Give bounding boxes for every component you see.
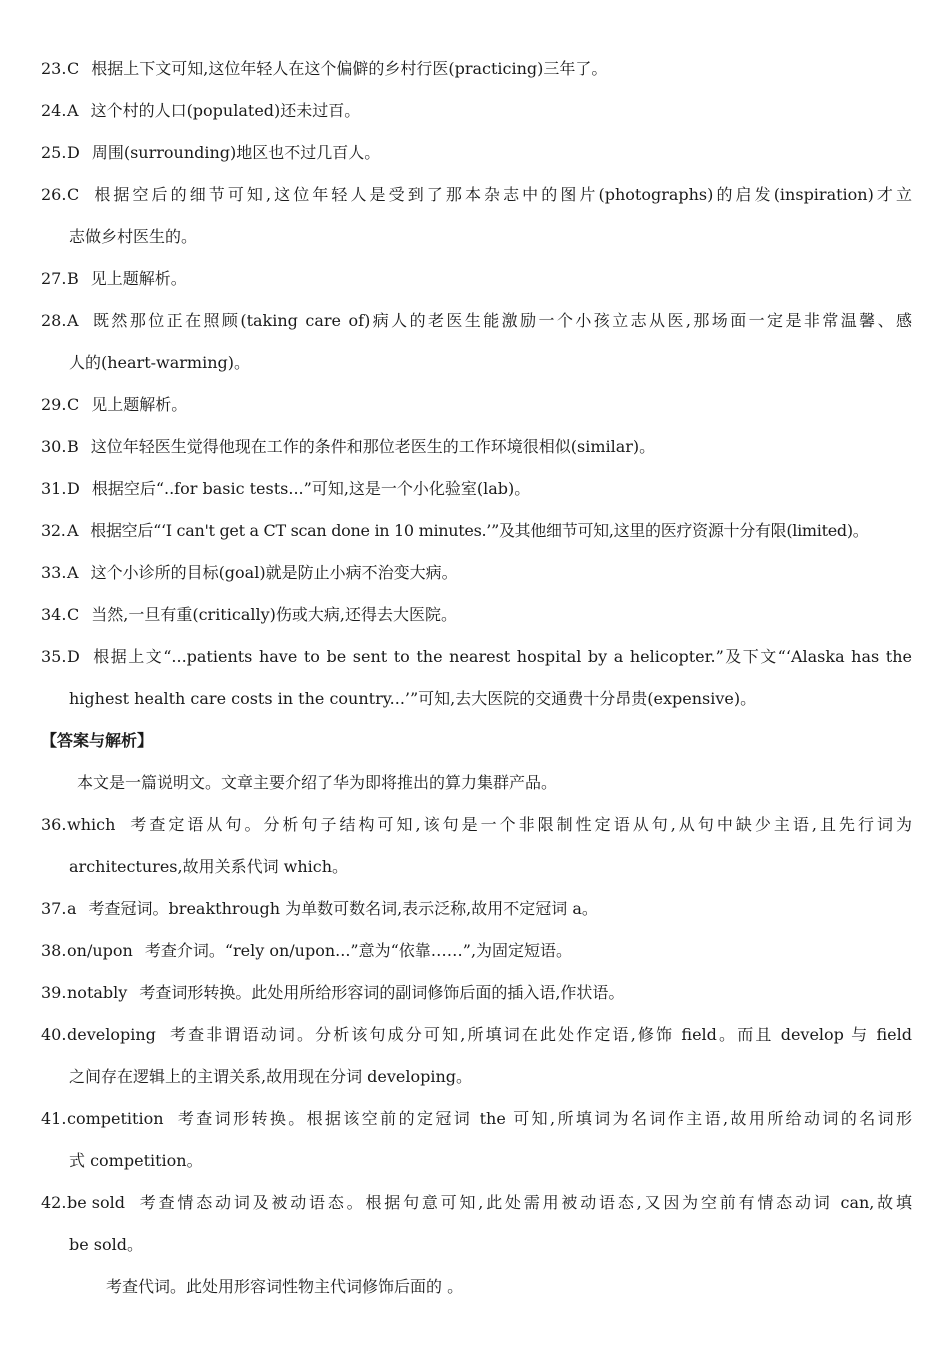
answer-item-26-continuation: 志做乡村医生的。: [69, 227, 198, 246]
explanation: 考查冠词。breakthrough 为单数可数名词,表示泛称,故用不定冠词 a。: [88, 899, 598, 918]
passage-intro: 本文是一篇说明文。文章主要介绍了华为即将推出的算力集群产品。: [77, 773, 558, 792]
answer-item-39: 39.notably 考查词形转换。此处用所给形容词的副词修饰后面的插入语,作状语。: [41, 983, 625, 1002]
explanation: 考查词形转换。根据该空前的定冠词 the 可知,所填词为名词作主语,故用所给动词的名词形: [175, 1109, 912, 1128]
answer-item-26: 26.C 根据空后的细节可知,这位年轻人是受到了那本杂志中的图片(photographs)的启发(inspiration)才立: [41, 185, 912, 204]
answer-item-33: 33.A 这个小诊所的目标(goal)就是防止小病不治变大病。: [41, 563, 458, 582]
answer-item-31: 31.D 根据空后“..for basic tests...”可知,这是一个小化验室(lab)。: [41, 479, 531, 498]
explanation: 这个村的人口(populated)还未过百。: [90, 101, 361, 120]
answer-item-25: 25.D 周围(surrounding)地区也不过几百人。: [41, 143, 381, 162]
explanation: 既然那位正在照顾(taking care of)病人的老医生能激励一个小孩立志从医,那场面一定是非常温馨、感: [90, 311, 912, 330]
explanation: 考查非谓语动词。分析该句成分可知,所填词在此处作定语,修饰 field。而且 develop 与 field: [167, 1025, 912, 1044]
answer-item-38: 38.on/upon 考查介词。“rely on/upon...”意为“依靠……”,为固定短语。: [41, 941, 573, 960]
answer-item-40-continuation: 之间存在逻辑上的主谓关系,故用现在分词 developing。: [69, 1067, 473, 1086]
explanation: 考查情态动词及被动语态。根据句意可知,此处需用被动语态,又因为空前有情态动词 can,故填: [137, 1193, 912, 1212]
explanation: 这位年轻医生觉得他现在工作的条件和那位老医生的工作环境很相似(similar)。: [90, 437, 656, 456]
answer-item-37: 37.a 考查冠词。breakthrough 为单数可数名词,表示泛称,故用不定冠词 a。: [41, 899, 598, 918]
answer-item-41-continuation: 式 competition。: [69, 1151, 203, 1170]
answer-item-36-continuation: architectures,故用关系代词 which。: [69, 857, 349, 876]
answer-item-30: 30.B 这位年轻医生觉得他现在工作的条件和那位老医生的工作环境很相似(similar)。: [41, 437, 656, 456]
explanation: 见上题解析。: [91, 395, 188, 414]
answer-item-34: 34.C 当然,一旦有重(critically)伤或大病,还得去大医院。: [41, 605, 457, 624]
section-heading: 【答案与解析】: [41, 731, 154, 750]
answer-item-35-continuation: highest health care costs in the country...’”可知,去大医院的交通费十分昂贵(expensive)。: [69, 689, 757, 708]
answer-item-43-partial: 考查代词。此处用形容词性物主代词修饰后面的 。: [106, 1277, 464, 1296]
explanation: 考查定语从句。分析句子结构可知,该句是一个非限制性定语从句,从句中缺少主语,且先行词为: [127, 815, 912, 834]
answer-item-42: 42.be sold 考查情态动词及被动语态。根据句意可知,此处需用被动语态,又因为空前有情态动词 can,故填: [41, 1193, 912, 1212]
explanation: 当然,一旦有重(critically)伤或大病,还得去大医院。: [91, 605, 457, 624]
explanation: 这个小诊所的目标(goal)就是防止小病不治变大病。: [90, 563, 458, 582]
answer-item-36: 36.which 考查定语从句。分析句子结构可知,该句是一个非限制性定语从句,从句中缺少主语,且先行词为: [41, 815, 912, 834]
answer-item-40: 40.developing 考查非谓语动词。分析该句成分可知,所填词在此处作定语,修饰 field。而且 develop 与 field: [41, 1025, 912, 1044]
explanation: 周围(surrounding)地区也不过几百人。: [91, 143, 381, 162]
answer-item-32: 32.A 根据空后“‘I can't get a CT scan done in 10 minutes.’”及其他细节可知,这里的医疗资源十分有限(limited)。: [41, 521, 869, 540]
answer-item-29: 29.C 见上题解析。: [41, 395, 188, 414]
answer-item-27: 27.B 见上题解析。: [41, 269, 187, 288]
explanation: 根据上下文可知,这位年轻人在这个偏僻的乡村行医(practicing)三年了。: [91, 59, 608, 78]
answer-item-23: 23.C 根据上下文可知,这位年轻人在这个偏僻的乡村行医(practicing)三年了。: [41, 59, 608, 78]
explanation: 根据空后“‘I can't get a CT scan done in 10 minutes.’”及其他细节可知,这里的医疗资源十分有限(limited)。: [90, 521, 869, 540]
answer-item-35: 35.D 根据上文“...patients have to be sent to the nearest hospital by a helicopter.”及下文“‘Alaska has the: [41, 647, 912, 666]
answer-item-41: 41.competition 考查词形转换。根据该空前的定冠词 the 可知,所填词为名词作主语,故用所给动词的名词形: [41, 1109, 912, 1128]
explanation: 见上题解析。: [90, 269, 187, 288]
explanation: 根据上文“...patients have to be sent to the nearest hospital by a helicopter.”及下文“‘Alaska has the: [91, 647, 912, 666]
explanation: 考查词形转换。此处用所给形容词的副词修饰后面的插入语,作状语。: [139, 983, 625, 1002]
answer-item-42-continuation: be sold。: [69, 1235, 144, 1254]
answer-item-24: 24.A 这个村的人口(populated)还未过百。: [41, 101, 361, 120]
explanation: 考查介词。“rely on/upon...”意为“依靠……”,为固定短语。: [144, 941, 573, 960]
answer-item-28-continuation: 人的(heart-warming)。: [69, 353, 251, 372]
explanation: 根据空后“..for basic tests...”可知,这是一个小化验室(lab)。: [91, 479, 531, 498]
explanation: 根据空后的细节可知,这位年轻人是受到了那本杂志中的图片(photographs)的启发(inspiration)才立: [91, 185, 912, 204]
answer-item-28: 28.A 既然那位正在照顾(taking care of)病人的老医生能激励一个小孩立志从医,那场面一定是非常温馨、感: [41, 311, 912, 330]
